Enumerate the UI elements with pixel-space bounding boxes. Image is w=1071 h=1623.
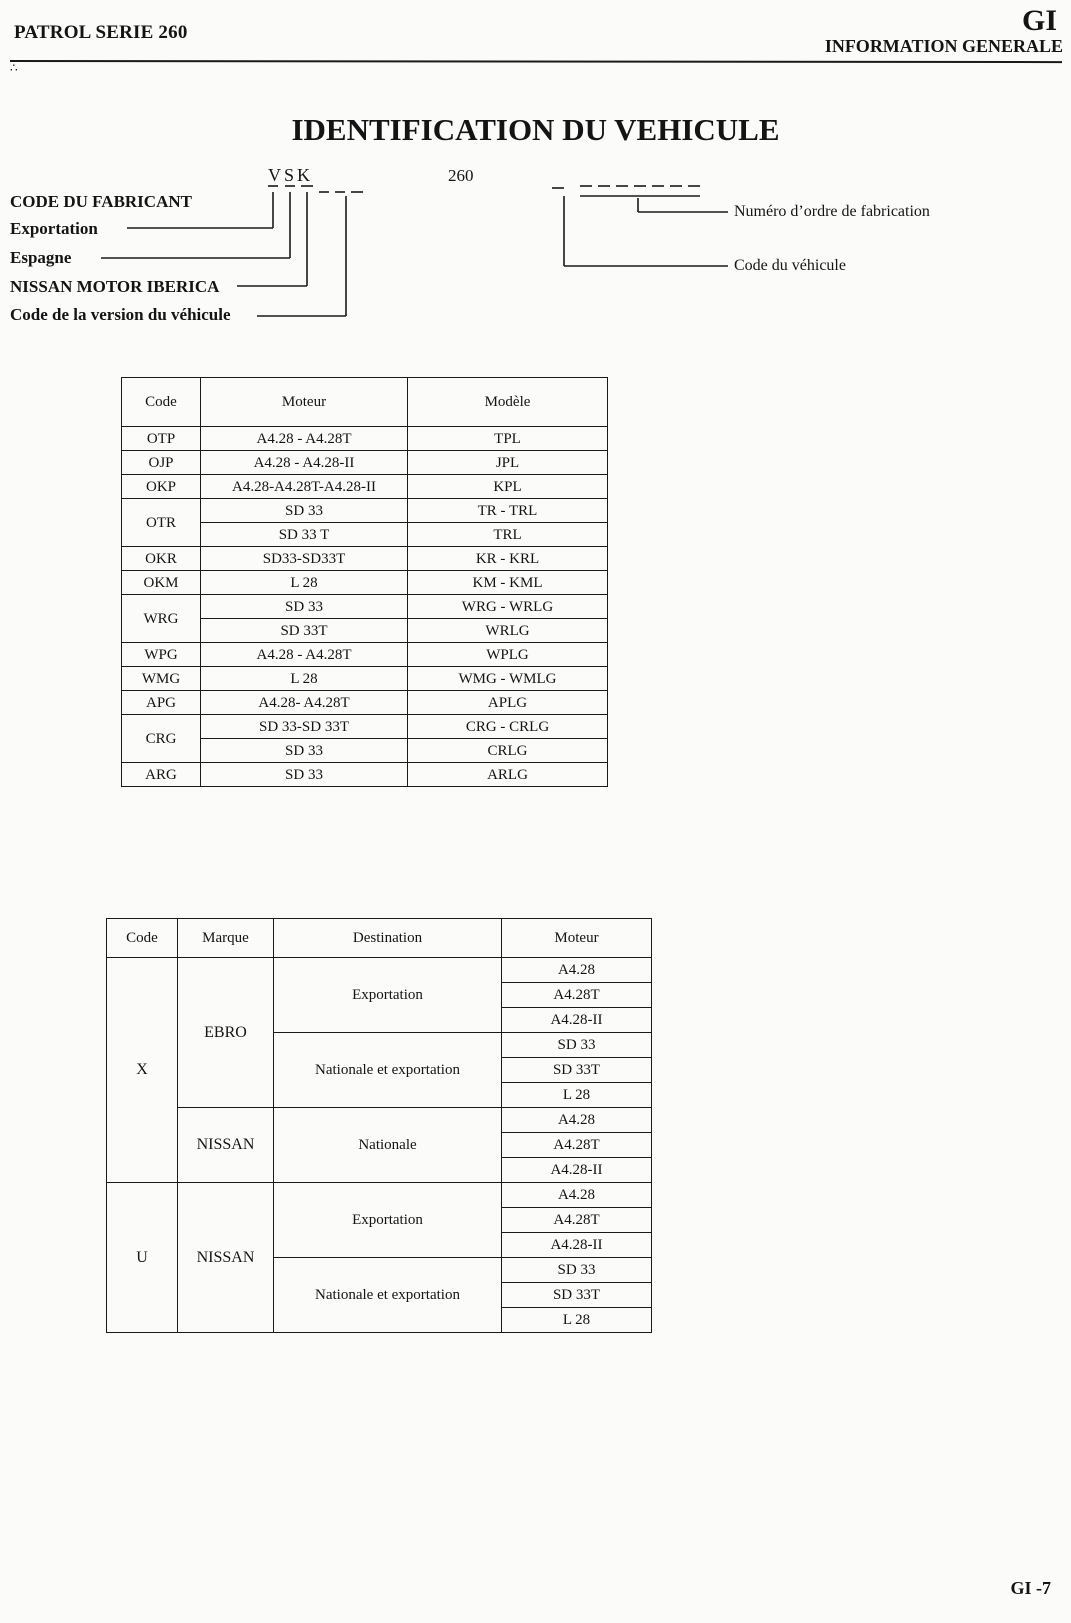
cell-engine: L 28: [201, 667, 408, 691]
cell-model: TRL: [408, 523, 608, 547]
cell-model: TR - TRL: [408, 499, 608, 523]
table-row: [122, 571, 608, 595]
section-name: INFORMATION GENERALE: [824, 36, 1063, 56]
cell-engine: A4.28: [502, 1183, 652, 1208]
table-row: [107, 958, 652, 983]
vin-model: 260: [448, 166, 474, 185]
cell-destination: Exportation: [274, 958, 502, 1033]
cell-engine: SD 33: [201, 739, 408, 763]
label-spain: Espagne: [10, 248, 72, 267]
vin-prefix: VSK: [268, 165, 314, 185]
brand-destination-table: [106, 918, 652, 1333]
cell-engine: SD 33-SD 33T: [201, 715, 408, 739]
cell-code: WMG: [122, 667, 201, 691]
cell-model: WPLG: [408, 643, 608, 667]
page-title: IDENTIFICATION DU VEHICULE: [291, 112, 780, 147]
cell-code: WRG: [122, 595, 201, 643]
cell-engine: L 28: [502, 1308, 652, 1333]
cell-code: OJP: [122, 451, 201, 475]
label-version-code: Code de la version du véhicule: [10, 305, 231, 324]
vehicle-code-table: [121, 377, 608, 787]
cell-engine: A4.28T: [502, 1133, 652, 1158]
table-row: [122, 427, 608, 451]
label-export: Exportation: [10, 219, 98, 238]
cell-engine: L 28: [201, 571, 408, 595]
cell-engine: SD 33: [502, 1258, 652, 1283]
table-row: [122, 451, 608, 475]
table-header-row: [107, 919, 652, 958]
cell-model: KM - KML: [408, 571, 608, 595]
cell-engine: L 28: [502, 1083, 652, 1108]
cell-code: WPG: [122, 643, 201, 667]
cell-model: WRG - WRLG: [408, 595, 608, 619]
table-row: [122, 499, 608, 523]
cell-engine: SD 33T: [502, 1058, 652, 1083]
cell-destination: Exportation: [274, 1183, 502, 1258]
cell-code: OKR: [122, 547, 201, 571]
cell-engine: SD 33 T: [201, 523, 408, 547]
table-header-row: [122, 378, 608, 427]
cell-code: U: [107, 1183, 178, 1333]
cell-model: WMG - WMLG: [408, 667, 608, 691]
table-row: [122, 643, 608, 667]
cell-code: OKM: [122, 571, 201, 595]
cell-model: APLG: [408, 691, 608, 715]
column-header: Modèle: [408, 378, 608, 427]
table-row: [107, 1183, 652, 1208]
cell-engine: A4.28: [502, 958, 652, 983]
cell-model: KPL: [408, 475, 608, 499]
table-row: [122, 475, 608, 499]
cell-model: JPL: [408, 451, 608, 475]
cell-engine: A4.28T: [502, 983, 652, 1008]
cell-engine: SD 33: [201, 499, 408, 523]
section-code: GI: [1021, 4, 1057, 37]
table-row: [122, 595, 608, 619]
cell-engine: A4.28-II: [502, 1233, 652, 1258]
cell-model: ARLG: [408, 763, 608, 787]
column-header: Destination: [274, 919, 502, 958]
cell-brand: EBRO: [178, 958, 274, 1108]
cell-engine: SD 33T: [502, 1283, 652, 1308]
cell-model: CRLG: [408, 739, 608, 763]
cell-destination: Nationale: [274, 1108, 502, 1183]
cell-code: ARG: [122, 763, 201, 787]
cell-model: TPL: [408, 427, 608, 451]
column-header: Moteur: [502, 919, 652, 958]
cell-model: WRLG: [408, 619, 608, 643]
table-row: [122, 715, 608, 739]
label-nissan-motor-iberica: NISSAN MOTOR IBERICA: [10, 277, 220, 296]
cell-engine: A4.28-II: [502, 1008, 652, 1033]
cell-engine: SD33-SD33T: [201, 547, 408, 571]
cell-code: CRG: [122, 715, 201, 763]
cell-destination: Nationale et exportation: [274, 1033, 502, 1108]
cell-engine: A4.28: [502, 1108, 652, 1133]
cell-engine: SD 33: [201, 763, 408, 787]
page-number: GI -7: [1010, 1578, 1051, 1598]
cell-code: OKP: [122, 475, 201, 499]
label-manufacturer-code: CODE DU FABRICANT: [10, 192, 192, 211]
cell-engine: A4.28 - A4.28-II: [201, 451, 408, 475]
label-vehicle-code: Code du véhicule: [734, 257, 846, 274]
cell-engine: SD 33T: [201, 619, 408, 643]
table-row: [122, 547, 608, 571]
table-row: [122, 667, 608, 691]
cell-engine: A4.28- A4.28T: [201, 691, 408, 715]
header-mark: ∴: [10, 61, 18, 75]
cell-engine: A4.28 - A4.28T: [201, 643, 408, 667]
cell-brand: NISSAN: [178, 1183, 274, 1333]
cell-code: OTP: [122, 427, 201, 451]
cell-engine: A4.28 - A4.28T: [201, 427, 408, 451]
column-header: Code: [122, 378, 201, 427]
column-header: Moteur: [201, 378, 408, 427]
table-row: [107, 1108, 652, 1133]
cell-model: KR - KRL: [408, 547, 608, 571]
table-row: [122, 763, 608, 787]
cell-engine: A4.28-A4.28T-A4.28-II: [201, 475, 408, 499]
table-row: [122, 691, 608, 715]
document-series-title: PATROL SERIE 260: [14, 22, 188, 43]
cell-engine: SD 33: [502, 1033, 652, 1058]
cell-engine: A4.28T: [502, 1208, 652, 1233]
label-serial-number: Numéro d’ordre de fabrication: [734, 203, 930, 220]
column-header: Marque: [178, 919, 274, 958]
cell-code: OTR: [122, 499, 201, 547]
cell-model: CRG - CRLG: [408, 715, 608, 739]
cell-engine: SD 33: [201, 595, 408, 619]
cell-code: X: [107, 958, 178, 1183]
cell-brand: NISSAN: [178, 1108, 274, 1183]
column-header: Code: [107, 919, 178, 958]
cell-code: APG: [122, 691, 201, 715]
cell-destination: Nationale et exportation: [274, 1258, 502, 1333]
cell-engine: A4.28-II: [502, 1158, 652, 1183]
